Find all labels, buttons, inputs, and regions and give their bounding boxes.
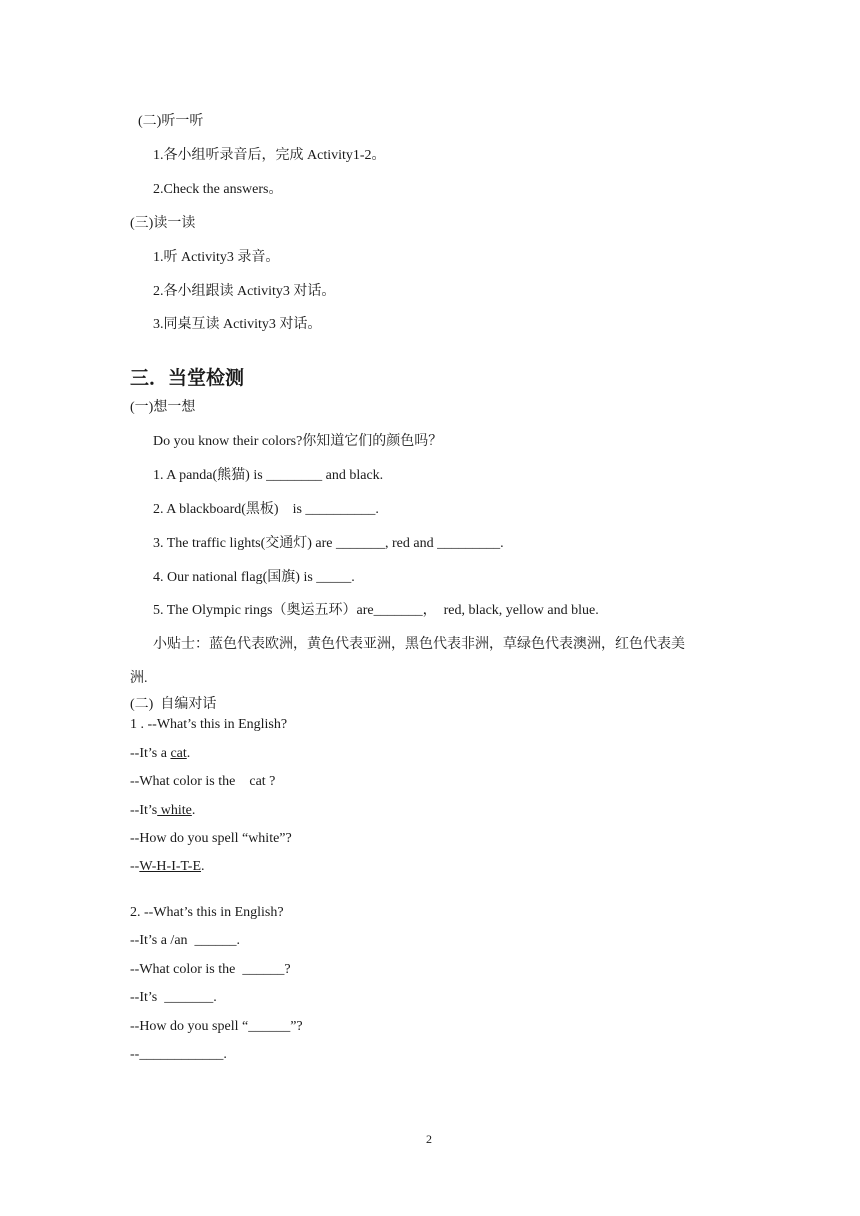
ex2-line-3: --What color is the ______? [130,962,291,977]
listen-item-1: 1.各小组听录音后，完成 Activity1-2。 [153,148,386,163]
ex2-line-2: --It’s a /an ______. [130,933,241,948]
think-heading: (一)想一想 [130,400,196,415]
ex2-line-6: --____________. [130,1047,227,1062]
read-item-2: 2.各小组跟读 Activity3 对话。 [153,284,336,299]
question-4: 4. Our national flag(国旗) is _____. [153,570,355,585]
listen-heading: (二)听一听 [138,114,204,129]
page-number: 2 [426,1132,432,1146]
ex2-line-1: 2. --What’s this in English? [130,905,284,920]
question-5: 5. The Olympic rings（奥运五环）are_______， red, black, yellow and blue. [153,603,599,618]
ex1-line-1: 1 . --What’s this in English? [130,717,288,732]
dialogue-heading: (二) 自编对话 [130,697,217,712]
question-2: 2. A blackboard(黑板) is __________. [153,502,379,517]
ex1-line-5: --How do you spell “white”? [130,831,292,846]
ex1-line-6: --W-H-I-T-E. [130,859,205,874]
ex1-line-4: --It’s white. [130,803,196,818]
question-1: 1. A panda(熊猫) is ________ and black. [153,468,384,483]
section-title: 三．当堂检测 [130,367,245,389]
read-item-3: 3.同桌互读 Activity3 对话。 [153,317,322,332]
read-heading: (三)读一读 [130,216,196,231]
tip-line-2: 洲. [130,671,148,686]
think-intro: Do you know their colors?你知道它们的颜色吗？ [153,434,443,449]
tip-line-1: 小贴士：蓝色代表欧洲，黄色代表亚洲，黑色代表非洲，草绿色代表澳洲，红色代表美 [153,637,685,652]
read-item-1: 1.听 Activity3 录音。 [153,250,280,265]
ex1-line-2: --It’s a cat. [130,746,191,761]
ex2-line-5: --How do you spell “______”? [130,1019,303,1034]
ex1-line-3: --What color is the cat ? [130,774,276,789]
question-3: 3. The traffic lights(交通灯) are _______, red and _________. [153,536,504,551]
listen-item-2: 2.Check the answers。 [153,182,283,197]
ex2-line-4: --It’s _______. [130,990,217,1005]
